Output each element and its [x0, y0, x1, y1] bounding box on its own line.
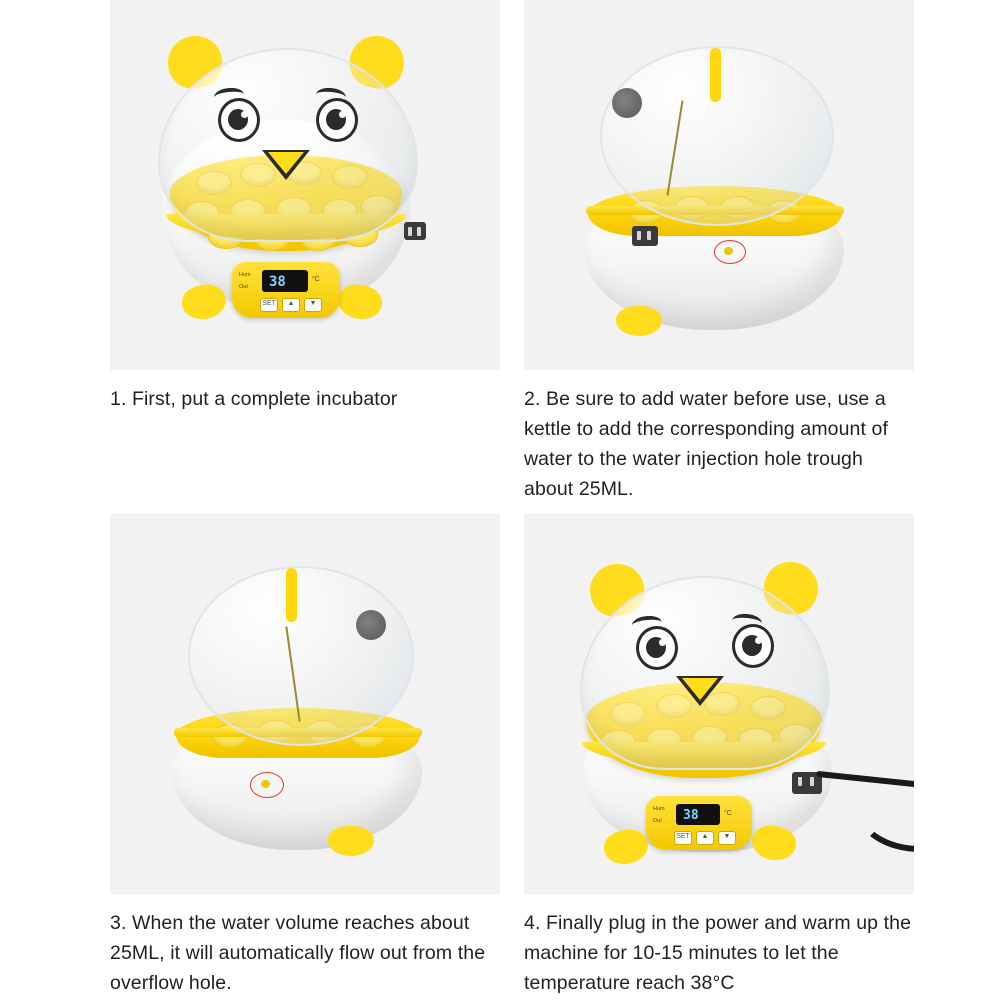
control-panel[interactable] [232, 262, 340, 318]
incubator-side-view-overflow [110, 514, 500, 894]
display-unit: °C [312, 276, 320, 283]
step-3 [110, 514, 500, 998]
set-button[interactable]: SET [674, 831, 692, 845]
step-3-image [110, 514, 500, 894]
water-injection-spout[interactable] [710, 48, 721, 102]
step-2 [524, 0, 914, 504]
power-cord-curve [854, 760, 914, 852]
down-button[interactable]: ▼ [718, 831, 736, 845]
eye-left [636, 626, 678, 670]
down-button[interactable]: ▼ [304, 298, 322, 312]
panel-label-out: Out [653, 818, 662, 824]
display-unit: °C [724, 810, 732, 817]
water-hole [724, 247, 733, 255]
panel-label-out: Out [239, 284, 248, 290]
incubator-powered-view [524, 514, 914, 894]
step-4 [524, 514, 914, 998]
beak-inner [268, 152, 304, 174]
clear-dome [188, 566, 414, 746]
display-value: 38 [683, 808, 699, 823]
step-3-caption: 3. When the water volume reaches about 25ML, it will automatically flow out from the overflow hole. [110, 912, 486, 994]
step-4-caption: 4. Finally plug in the power and warm up the machine for 10-15 minutes to let the temperature reach 38°C [524, 912, 912, 994]
up-button[interactable]: ▲ [696, 831, 714, 845]
step-1-caption: 1. First, put a complete incubator [110, 388, 398, 410]
display-value: 38 [269, 274, 286, 290]
incubator-front-view [110, 0, 500, 370]
overflow-hole [261, 780, 270, 788]
incubator-side-view-fill [524, 0, 914, 370]
foot-right [616, 306, 662, 336]
up-button[interactable]: ▲ [282, 298, 300, 312]
ear-icon [356, 610, 386, 640]
power-socket[interactable] [404, 222, 426, 240]
power-socket[interactable] [632, 226, 658, 246]
step-1-image [110, 0, 500, 370]
water-injection-spout[interactable] [286, 568, 297, 622]
ear-icon [612, 88, 642, 118]
step-2-image [524, 0, 914, 370]
temperature-display [262, 270, 308, 292]
step-2-caption: 2. Be sure to add water before use, use a kettle to add the corresponding amount of water to the water injection hole trough about 25ML. [524, 388, 889, 500]
eye-left [218, 98, 260, 142]
beak-inner [682, 678, 718, 700]
panel-label-hum: Hum [653, 806, 665, 812]
set-button[interactable]: SET [260, 298, 278, 312]
foot-right [335, 281, 384, 322]
step-1 [110, 0, 500, 504]
control-panel[interactable] [646, 796, 752, 850]
step-4-image [524, 514, 914, 894]
foot-right [328, 826, 374, 856]
panel-label-hum: Hum [239, 272, 251, 278]
temperature-display [676, 804, 720, 825]
